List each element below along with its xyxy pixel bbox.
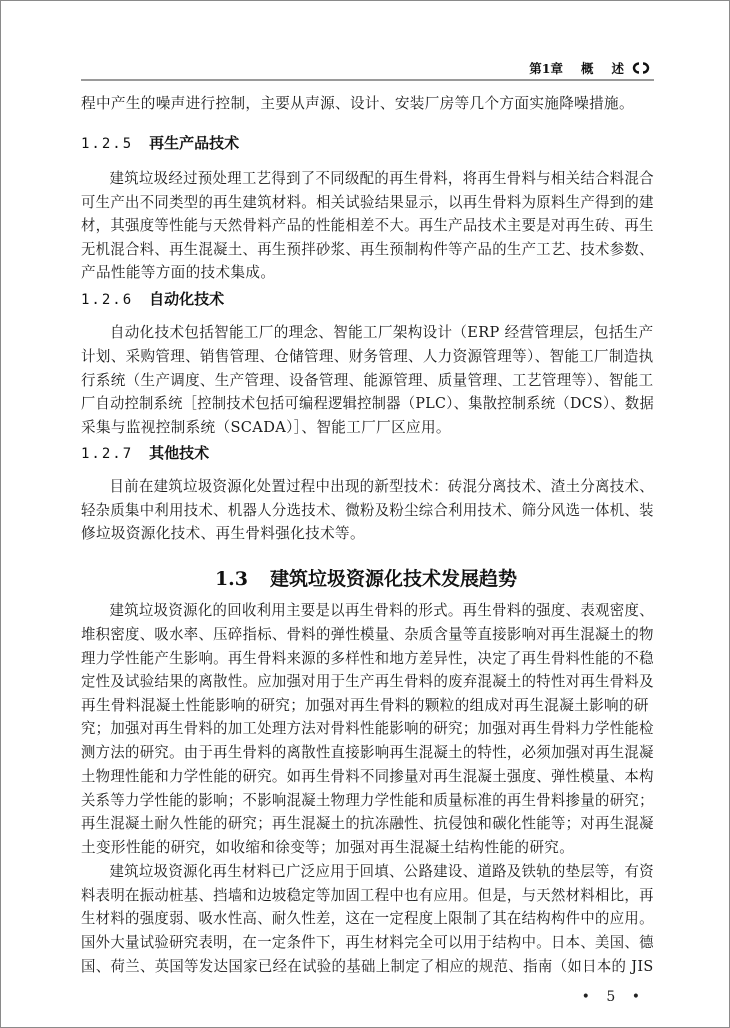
paragraph-line: 材，其强度等性能与天然骨料产品的性能相差不大。再生产品技术主要是对再生砖、再生 <box>81 217 654 234</box>
header-chapter: 第1章 <box>529 61 563 76</box>
paragraph-line: 测方法的研究。由于再生骨料的离散性直接影响再生混凝土的特性，必须加强对再生混凝 <box>81 744 654 761</box>
page-number: • 5 • <box>581 989 646 1005</box>
section-number: 1.2.5 <box>81 136 134 152</box>
paragraph-line: 堆积密度、吸水率、压碎指标、骨料的弹性模量、杂质含量等直接影响对再生混凝土的物 <box>81 626 654 643</box>
section-number: 1.2.6 <box>81 292 134 308</box>
header-title-part2: 述 <box>611 61 624 76</box>
paragraph-line: 采集与监视控制系统（SCADA）］、智能工厂厂区应用。 <box>81 419 451 436</box>
chapter-ornament-icon <box>630 61 652 75</box>
header-title-part1: 概 <box>580 61 594 76</box>
paragraph-line: 自动化技术包括智能工厂的理念、智能工厂架构设计（ERP 经营管理层，包括生产 <box>109 324 654 341</box>
paragraph-line: 修垃圾资源化技术、再生骨料强化技术等。 <box>81 525 365 542</box>
paragraph-line: 土变形性能的研究，如收缩和徐变等；加强对再生混凝土结构性能的研究。 <box>81 839 575 856</box>
paragraph-line: 理力学性能产生影响。再生骨料来源的多样性和地方差异性，决定了再生骨料性能的不稳 <box>81 650 654 667</box>
main-section-number: 1.3 <box>214 568 249 590</box>
paragraph-line: 关系等力学性能的影响；不影响混凝土物理力学性能和质量标准的再生骨料掺量的研究； <box>81 792 654 809</box>
paragraph-line: 行系统（生产调度、生产管理、设备管理、能源管理、质量管理、工艺管理等）、智能工 <box>81 372 654 389</box>
header-rule <box>81 79 654 81</box>
main-section-title: 建筑垃圾资源化技术发展趋势 <box>270 568 518 590</box>
paragraph-line: 无机混合料、再生混凝土、再生预拌砂浆、再生预制构件等产品的生产工艺、技术参数、 <box>81 241 654 258</box>
paragraph-line: 再生混凝土耐久性能的研究；再生混凝土的抗冻融性、抗侵蚀和碳化性能等；对再生混凝 <box>81 815 654 832</box>
main-section-heading <box>1 564 730 591</box>
section-title: 其他技术 <box>149 444 210 462</box>
paragraph-line: 建筑垃圾资源化的回收利用主要是以再生骨料的形式。再生骨料的强度、表观密度、 <box>109 602 654 619</box>
paragraph-line: 国外大量试验研究表明，在一定条件下，再生材料完全可以用于结构中。日本、美国、德 <box>81 934 654 951</box>
paragraph-line: 建筑垃圾经过预处理工艺得到了不同级配的再生骨料，将再生骨料与相关结合料混合 <box>109 170 654 187</box>
paragraph-line: 定性及试验结果的离散性。应加强对用于生产再生骨料的废弃混凝土的特性对再生骨料及 <box>81 673 654 690</box>
section-heading-1-2-5 <box>81 132 239 153</box>
running-header <box>529 59 652 77</box>
paragraph-line: 目前在建筑垃圾资源化处置过程中出现的新型技术：砖混分离技术、渣土分离技术、 <box>109 478 654 495</box>
paragraph-line: 计划、采购管理、销售管理、仓储管理、财务管理、人力资源管理等）、智能工厂制造执 <box>81 348 654 365</box>
paragraph-line: 产品性能等方面的技术集成。 <box>81 264 276 281</box>
paragraph-line: 再生骨料混凝土性能影响的研究；加强对再生骨料的颗粒的组成对再生混凝土影响的研 <box>81 697 649 714</box>
section-title: 自动化技术 <box>149 290 225 308</box>
section-title: 再生产品技术 <box>149 134 240 152</box>
intro-line: 程中产生的噪声进行控制，主要从声源、设计、安装厂房等几个方面实施降噪措施。 <box>81 95 634 112</box>
paragraph-line: 建筑垃圾资源化再生材料已广泛应用于回填、公路建设、道路及铁轨的垫层等，有资 <box>109 863 654 880</box>
paragraph-line: 可生产出不同类型的再生建筑材料。相关试验结果显示，以再生骨料为原料生产得到的建 <box>81 194 654 211</box>
paragraph-line: 生材料的强度弱、吸水性高、耐久性差，这在一定程度上限制了其在结构构件中的应用。 <box>81 910 654 927</box>
paragraph-line: 国、荷兰、英国等发达国家已经在试验的基础上制定了相应的规范、指南（如日本的 JIS <box>81 958 654 975</box>
paragraph-line: 土物理性能和力学性能的研究。如再生骨料不同掺量对再生混凝土强度、弹性模量、本构 <box>81 768 654 785</box>
section-number: 1.2.7 <box>81 446 134 462</box>
paragraph-line: 料表明在振动桩基、挡墙和边坡稳定等加固工程中也有应用。但是，与天然材料相比，再 <box>81 887 654 904</box>
section-heading-1-2-6 <box>81 288 224 309</box>
paragraph-line: 究；加强对再生骨料的加工处理方法对骨料性能影响的研究；加强对再生骨料力学性能检 <box>81 720 654 737</box>
paragraph-line: 厂自动控制系统［控制技术包括可编程逻辑控制器（PLC）、集散控制系统（DCS）、数据 <box>81 395 655 412</box>
paragraph-line: 轻杂质集中利用技术、机器人分选技术、微粉及粉尘综合利用技术、筛分风选一体机、装 <box>81 502 654 519</box>
section-heading-1-2-7 <box>81 442 209 463</box>
